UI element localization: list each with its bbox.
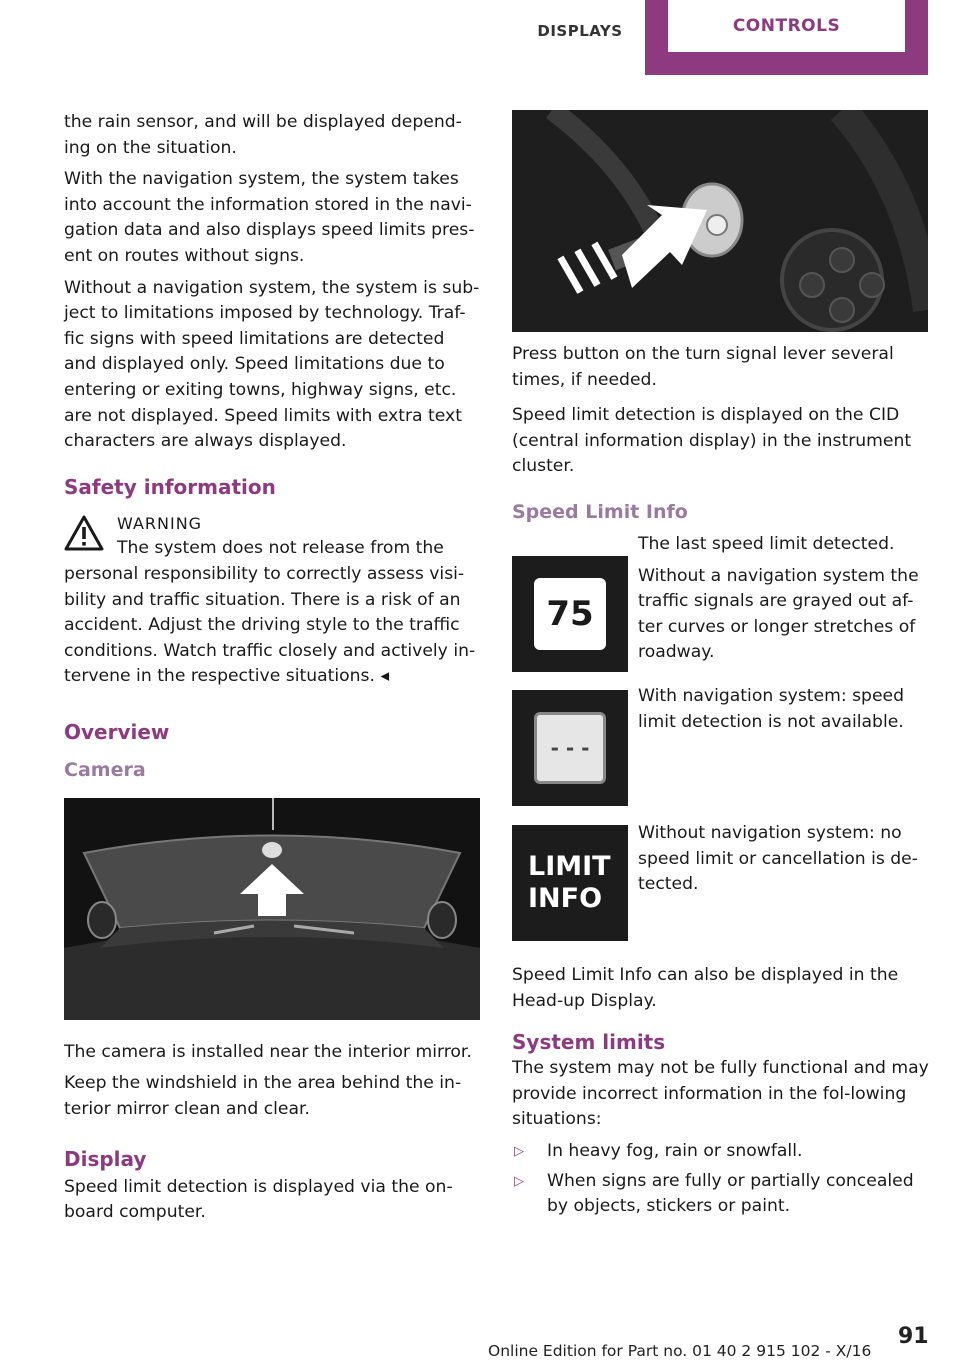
left-column (64, 110, 482, 1232)
warning-block (64, 511, 482, 690)
limit-info-line1: LIMIT (528, 850, 611, 882)
windshield-illustration (64, 798, 480, 1020)
paragraph: Keep the windshield in the area behind the in-terior mirror clean and clear. (64, 1073, 462, 1120)
chapter-label: CONTROLS (668, 0, 905, 52)
turn-signal-lever-image (512, 110, 928, 332)
warning-triangle-icon (64, 515, 104, 551)
paragraph: The camera is installed near the interior mirror. (64, 1041, 472, 1062)
warning-text-rest: personal responsibility to correctly assess visi-bility and traffic situation. There is a risk of an accident. Adjust the driving style to the traffic conditions. Watch traffic closely and actively in-tervene in the respective situations. ◂ (64, 563, 476, 687)
sign-row-75 (512, 532, 930, 682)
limit-info-line2: INFO (528, 882, 603, 914)
paragraph: Without a navigation system, the system is sub-ject to limitations imposed by technology. Traf-fic signs with speed limitations are detected and displayed only. Speed limitations due to entering or exiting towns, highway signs, etc. are not displayed. Speed limits with extra text characters are always displayed. (64, 277, 480, 452)
paragraph: Speed limit detection is displayed via the on-board computer. (64, 1176, 453, 1223)
speed-sign-75-image (512, 556, 628, 672)
warning-title: WARNING (117, 513, 203, 533)
list-item: ▷ In heavy fog, rain or snowfall. (512, 1139, 930, 1165)
speed-sign-unavailable-image (512, 690, 628, 806)
lever-illustration (512, 110, 928, 332)
list-item: ▷ When signs are fully or partially concealed by objects, stickers or paint. (514, 1170, 914, 1217)
sign-row-unavailable (512, 685, 930, 825)
sign-row-limit-info (512, 822, 930, 959)
heading-speed-limit-info: Speed Limit Info (512, 500, 688, 523)
limit-info-sign-image (512, 825, 628, 941)
heading-camera: Camera (64, 758, 146, 781)
bullet-triangle-icon: ▷ (514, 1173, 524, 1189)
camera-windshield-image (64, 798, 480, 1020)
lever-caption: Press button on the turn signal lever several times, if needed. (512, 344, 894, 390)
paragraph: The system may not be fully functional and may provide incorrect information in the fol-lowing situations: (512, 1058, 929, 1130)
warning-text-first: The system does not release from the (117, 538, 444, 559)
bullet-triangle-icon: ▷ (514, 1143, 524, 1159)
sign-description: Without navigation system: no speed limit or cancellation is de-tected. (638, 822, 918, 895)
paragraph: Speed limit detection is displayed on the CID (central information display) in the instrument cluster. (512, 405, 912, 477)
page-header (0, 0, 960, 80)
section-label: DISPLAYS (537, 22, 623, 40)
heading-safety: Safety information (64, 474, 276, 499)
sign-description: The last speed limit detected. Without a navigation system the traffic signals are grayed out af-ter curves or longer stretches of roadway. (638, 533, 919, 663)
right-column (512, 110, 930, 1224)
heading-system-limits: System limits (512, 1030, 666, 1055)
paragraph: Speed Limit Info can also be displayed in the Head-up Display. (512, 964, 899, 1011)
chapter-tab (645, 0, 928, 75)
heading-overview: Overview (64, 719, 170, 744)
speed-sign-dashes: - - - (534, 712, 606, 784)
edition-line: Online Edition for Part no. 01 40 2 915 102 - X/16 (488, 1342, 872, 1360)
end-mark: ◂ (380, 666, 390, 687)
paragraph: the rain sensor, and will be displayed depend-ing on the situation. (64, 112, 462, 158)
speed-sign-75: 75 (534, 578, 606, 650)
paragraph: With the navigation system, the system takes into account the information stored in the navi-gation data and also displays speed limits pres-ent on routes without signs. (64, 169, 475, 266)
heading-display: Display (64, 1146, 147, 1171)
page-number: 91 (898, 1324, 929, 1349)
sign-description: With navigation system: speed limit detection is not available. (638, 685, 905, 732)
